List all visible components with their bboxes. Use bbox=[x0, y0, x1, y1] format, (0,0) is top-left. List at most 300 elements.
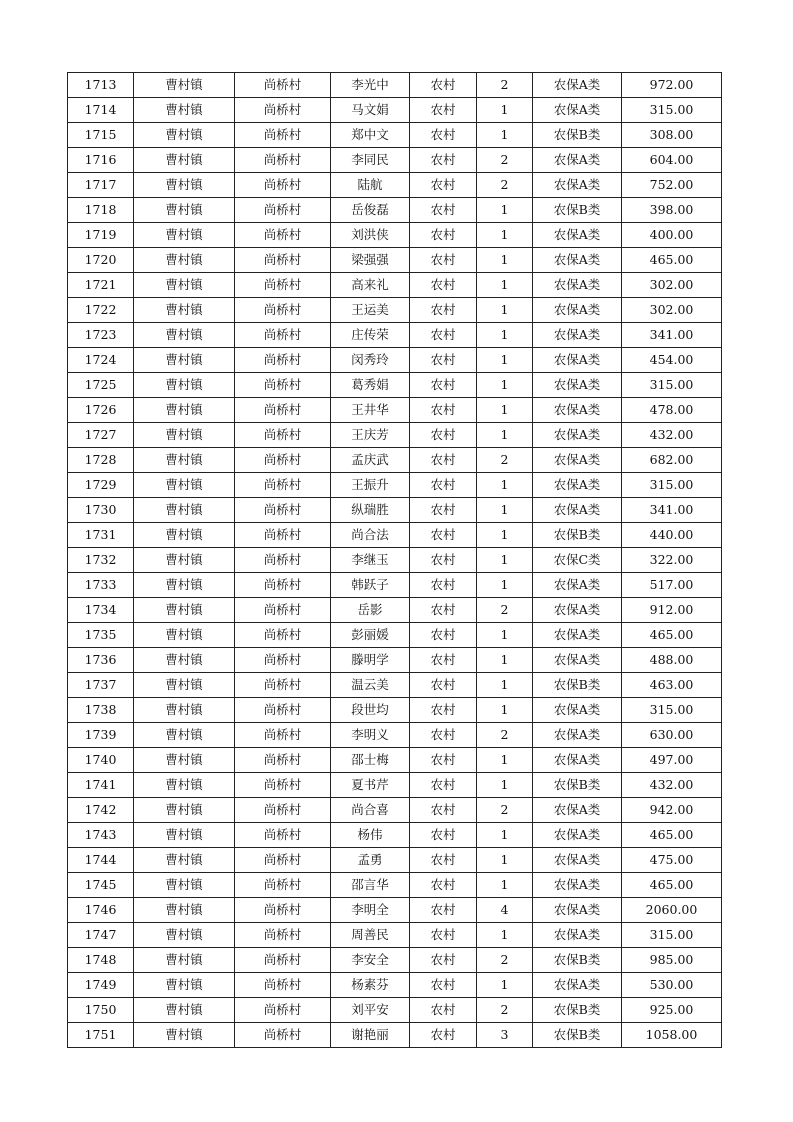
row-number-cell: 1740 bbox=[68, 748, 134, 773]
row-number-cell: 1726 bbox=[68, 398, 134, 423]
village-cell: 尚桥村 bbox=[235, 723, 331, 748]
household-size-cell: 1 bbox=[477, 823, 533, 848]
row-number-cell: 1747 bbox=[68, 923, 134, 948]
village-cell: 尚桥村 bbox=[235, 623, 331, 648]
town-cell: 曹村镇 bbox=[134, 323, 235, 348]
town-cell: 曹村镇 bbox=[134, 98, 235, 123]
village-cell: 尚桥村 bbox=[235, 123, 331, 148]
town-cell: 曹村镇 bbox=[134, 673, 235, 698]
residence-type-cell: 农村 bbox=[410, 873, 477, 898]
name-cell: 韩跃子 bbox=[331, 573, 410, 598]
town-cell: 曹村镇 bbox=[134, 998, 235, 1023]
name-cell: 王运美 bbox=[331, 298, 410, 323]
table-row bbox=[68, 748, 722, 773]
village-cell: 尚桥村 bbox=[235, 148, 331, 173]
table-row bbox=[68, 998, 722, 1023]
amount-cell: 400.00 bbox=[622, 223, 722, 248]
amount-cell: 488.00 bbox=[622, 648, 722, 673]
name-cell: 闵秀玲 bbox=[331, 348, 410, 373]
village-cell: 尚桥村 bbox=[235, 923, 331, 948]
amount-cell: 315.00 bbox=[622, 98, 722, 123]
row-number-cell: 1725 bbox=[68, 373, 134, 398]
residence-type-cell: 农村 bbox=[410, 898, 477, 923]
amount-cell: 315.00 bbox=[622, 373, 722, 398]
row-number-cell: 1737 bbox=[68, 673, 134, 698]
table-row bbox=[68, 573, 722, 598]
insurance-category-cell: 农保A类 bbox=[533, 148, 622, 173]
residence-type-cell: 农村 bbox=[410, 373, 477, 398]
town-cell: 曹村镇 bbox=[134, 498, 235, 523]
row-number-cell: 1723 bbox=[68, 323, 134, 348]
household-size-cell: 1 bbox=[477, 223, 533, 248]
insurance-category-cell: 农保A类 bbox=[533, 173, 622, 198]
row-number-cell: 1739 bbox=[68, 723, 134, 748]
village-cell: 尚桥村 bbox=[235, 73, 331, 98]
insurance-category-cell: 农保A类 bbox=[533, 823, 622, 848]
name-cell: 孟庆武 bbox=[331, 448, 410, 473]
insurance-category-cell: 农保A类 bbox=[533, 373, 622, 398]
town-cell: 曹村镇 bbox=[134, 548, 235, 573]
row-number-cell: 1735 bbox=[68, 623, 134, 648]
household-size-cell: 1 bbox=[477, 498, 533, 523]
residence-type-cell: 农村 bbox=[410, 673, 477, 698]
insurance-category-cell: 农保A类 bbox=[533, 873, 622, 898]
household-size-cell: 1 bbox=[477, 273, 533, 298]
row-number-cell: 1746 bbox=[68, 898, 134, 923]
name-cell: 周善民 bbox=[331, 923, 410, 948]
household-size-cell: 1 bbox=[477, 573, 533, 598]
name-cell: 尚合法 bbox=[331, 523, 410, 548]
village-cell: 尚桥村 bbox=[235, 873, 331, 898]
village-cell: 尚桥村 bbox=[235, 648, 331, 673]
allowance-table bbox=[67, 72, 722, 1048]
household-size-cell: 2 bbox=[477, 723, 533, 748]
amount-cell: 315.00 bbox=[622, 923, 722, 948]
amount-cell: 315.00 bbox=[622, 698, 722, 723]
row-number-cell: 1722 bbox=[68, 298, 134, 323]
name-cell: 尚合喜 bbox=[331, 798, 410, 823]
amount-cell: 925.00 bbox=[622, 998, 722, 1023]
residence-type-cell: 农村 bbox=[410, 148, 477, 173]
village-cell: 尚桥村 bbox=[235, 223, 331, 248]
name-cell: 岳俊磊 bbox=[331, 198, 410, 223]
insurance-category-cell: 农保A类 bbox=[533, 248, 622, 273]
residence-type-cell: 农村 bbox=[410, 198, 477, 223]
name-cell: 马文娟 bbox=[331, 98, 410, 123]
name-cell: 李明义 bbox=[331, 723, 410, 748]
residence-type-cell: 农村 bbox=[410, 948, 477, 973]
residence-type-cell: 农村 bbox=[410, 173, 477, 198]
name-cell: 王振升 bbox=[331, 473, 410, 498]
row-number-cell: 1734 bbox=[68, 598, 134, 623]
insurance-category-cell: 农保A类 bbox=[533, 923, 622, 948]
household-size-cell: 1 bbox=[477, 623, 533, 648]
residence-type-cell: 农村 bbox=[410, 223, 477, 248]
table-row bbox=[68, 298, 722, 323]
insurance-category-cell: 农保A类 bbox=[533, 448, 622, 473]
residence-type-cell: 农村 bbox=[410, 448, 477, 473]
residence-type-cell: 农村 bbox=[410, 648, 477, 673]
amount-cell: 315.00 bbox=[622, 473, 722, 498]
household-size-cell: 1 bbox=[477, 548, 533, 573]
row-number-cell: 1743 bbox=[68, 823, 134, 848]
table-row bbox=[68, 423, 722, 448]
amount-cell: 2060.00 bbox=[622, 898, 722, 923]
insurance-category-cell: 农保A类 bbox=[533, 98, 622, 123]
household-size-cell: 4 bbox=[477, 898, 533, 923]
row-number-cell: 1718 bbox=[68, 198, 134, 223]
row-number-cell: 1724 bbox=[68, 348, 134, 373]
village-cell: 尚桥村 bbox=[235, 823, 331, 848]
amount-cell: 497.00 bbox=[622, 748, 722, 773]
household-size-cell: 3 bbox=[477, 1023, 533, 1048]
town-cell: 曹村镇 bbox=[134, 223, 235, 248]
village-cell: 尚桥村 bbox=[235, 423, 331, 448]
amount-cell: 341.00 bbox=[622, 498, 722, 523]
amount-cell: 604.00 bbox=[622, 148, 722, 173]
row-number-cell: 1719 bbox=[68, 223, 134, 248]
table-row bbox=[68, 373, 722, 398]
household-size-cell: 1 bbox=[477, 398, 533, 423]
table-row bbox=[68, 898, 722, 923]
town-cell: 曹村镇 bbox=[134, 948, 235, 973]
household-size-cell: 1 bbox=[477, 423, 533, 448]
table-row bbox=[68, 398, 722, 423]
name-cell: 陆航 bbox=[331, 173, 410, 198]
household-size-cell: 2 bbox=[477, 948, 533, 973]
residence-type-cell: 农村 bbox=[410, 923, 477, 948]
insurance-category-cell: 农保A类 bbox=[533, 223, 622, 248]
town-cell: 曹村镇 bbox=[134, 73, 235, 98]
residence-type-cell: 农村 bbox=[410, 773, 477, 798]
amount-cell: 465.00 bbox=[622, 873, 722, 898]
residence-type-cell: 农村 bbox=[410, 748, 477, 773]
table-row bbox=[68, 598, 722, 623]
row-number-cell: 1742 bbox=[68, 798, 134, 823]
insurance-category-cell: 农保B类 bbox=[533, 1023, 622, 1048]
name-cell: 岳影 bbox=[331, 598, 410, 623]
residence-type-cell: 农村 bbox=[410, 323, 477, 348]
town-cell: 曹村镇 bbox=[134, 573, 235, 598]
insurance-category-cell: 农保A类 bbox=[533, 498, 622, 523]
town-cell: 曹村镇 bbox=[134, 523, 235, 548]
town-cell: 曹村镇 bbox=[134, 423, 235, 448]
residence-type-cell: 农村 bbox=[410, 598, 477, 623]
insurance-category-cell: 农保A类 bbox=[533, 748, 622, 773]
household-size-cell: 2 bbox=[477, 598, 533, 623]
residence-type-cell: 农村 bbox=[410, 73, 477, 98]
town-cell: 曹村镇 bbox=[134, 973, 235, 998]
town-cell: 曹村镇 bbox=[134, 123, 235, 148]
residence-type-cell: 农村 bbox=[410, 423, 477, 448]
village-cell: 尚桥村 bbox=[235, 998, 331, 1023]
household-size-cell: 2 bbox=[477, 798, 533, 823]
name-cell: 李继玉 bbox=[331, 548, 410, 573]
table-row bbox=[68, 1023, 722, 1048]
village-cell: 尚桥村 bbox=[235, 948, 331, 973]
village-cell: 尚桥村 bbox=[235, 98, 331, 123]
town-cell: 曹村镇 bbox=[134, 773, 235, 798]
town-cell: 曹村镇 bbox=[134, 173, 235, 198]
household-size-cell: 2 bbox=[477, 448, 533, 473]
row-number-cell: 1713 bbox=[68, 73, 134, 98]
amount-cell: 465.00 bbox=[622, 823, 722, 848]
village-cell: 尚桥村 bbox=[235, 323, 331, 348]
village-cell: 尚桥村 bbox=[235, 848, 331, 873]
name-cell: 夏书芹 bbox=[331, 773, 410, 798]
town-cell: 曹村镇 bbox=[134, 148, 235, 173]
insurance-category-cell: 农保A类 bbox=[533, 723, 622, 748]
residence-type-cell: 农村 bbox=[410, 573, 477, 598]
household-size-cell: 1 bbox=[477, 198, 533, 223]
table-row bbox=[68, 648, 722, 673]
row-number-cell: 1730 bbox=[68, 498, 134, 523]
name-cell: 邵言华 bbox=[331, 873, 410, 898]
household-size-cell: 2 bbox=[477, 73, 533, 98]
table-row bbox=[68, 323, 722, 348]
insurance-category-cell: 农保A类 bbox=[533, 648, 622, 673]
table-row bbox=[68, 73, 722, 98]
amount-cell: 432.00 bbox=[622, 773, 722, 798]
residence-type-cell: 农村 bbox=[410, 998, 477, 1023]
household-size-cell: 1 bbox=[477, 98, 533, 123]
town-cell: 曹村镇 bbox=[134, 198, 235, 223]
insurance-category-cell: 农保B类 bbox=[533, 673, 622, 698]
town-cell: 曹村镇 bbox=[134, 748, 235, 773]
amount-cell: 398.00 bbox=[622, 198, 722, 223]
name-cell: 王庆芳 bbox=[331, 423, 410, 448]
town-cell: 曹村镇 bbox=[134, 798, 235, 823]
household-size-cell: 1 bbox=[477, 698, 533, 723]
village-cell: 尚桥村 bbox=[235, 523, 331, 548]
town-cell: 曹村镇 bbox=[134, 623, 235, 648]
table-row bbox=[68, 123, 722, 148]
town-cell: 曹村镇 bbox=[134, 1023, 235, 1048]
household-size-cell: 2 bbox=[477, 148, 533, 173]
table-row bbox=[68, 173, 722, 198]
name-cell: 段世均 bbox=[331, 698, 410, 723]
household-size-cell: 1 bbox=[477, 973, 533, 998]
town-cell: 曹村镇 bbox=[134, 873, 235, 898]
insurance-category-cell: 农保A类 bbox=[533, 348, 622, 373]
village-cell: 尚桥村 bbox=[235, 898, 331, 923]
village-cell: 尚桥村 bbox=[235, 973, 331, 998]
amount-cell: 432.00 bbox=[622, 423, 722, 448]
name-cell: 温云美 bbox=[331, 673, 410, 698]
table-row bbox=[68, 773, 722, 798]
row-number-cell: 1736 bbox=[68, 648, 134, 673]
residence-type-cell: 农村 bbox=[410, 548, 477, 573]
town-cell: 曹村镇 bbox=[134, 598, 235, 623]
row-number-cell: 1714 bbox=[68, 98, 134, 123]
household-size-cell: 1 bbox=[477, 673, 533, 698]
table-row bbox=[68, 823, 722, 848]
household-size-cell: 1 bbox=[477, 373, 533, 398]
village-cell: 尚桥村 bbox=[235, 248, 331, 273]
residence-type-cell: 农村 bbox=[410, 98, 477, 123]
residence-type-cell: 农村 bbox=[410, 298, 477, 323]
row-number-cell: 1729 bbox=[68, 473, 134, 498]
row-number-cell: 1716 bbox=[68, 148, 134, 173]
name-cell: 李光中 bbox=[331, 73, 410, 98]
amount-cell: 478.00 bbox=[622, 398, 722, 423]
residence-type-cell: 农村 bbox=[410, 698, 477, 723]
table-row bbox=[68, 948, 722, 973]
residence-type-cell: 农村 bbox=[410, 798, 477, 823]
insurance-category-cell: 农保B类 bbox=[533, 198, 622, 223]
insurance-category-cell: 农保A类 bbox=[533, 698, 622, 723]
table-row bbox=[68, 98, 722, 123]
village-cell: 尚桥村 bbox=[235, 1023, 331, 1048]
residence-type-cell: 农村 bbox=[410, 248, 477, 273]
household-size-cell: 1 bbox=[477, 848, 533, 873]
household-size-cell: 1 bbox=[477, 248, 533, 273]
town-cell: 曹村镇 bbox=[134, 898, 235, 923]
insurance-category-cell: 农保A类 bbox=[533, 573, 622, 598]
insurance-category-cell: 农保A类 bbox=[533, 323, 622, 348]
insurance-category-cell: 农保A类 bbox=[533, 298, 622, 323]
amount-cell: 682.00 bbox=[622, 448, 722, 473]
insurance-category-cell: 农保A类 bbox=[533, 473, 622, 498]
town-cell: 曹村镇 bbox=[134, 348, 235, 373]
name-cell: 孟勇 bbox=[331, 848, 410, 873]
name-cell: 杨伟 bbox=[331, 823, 410, 848]
name-cell: 彭丽媛 bbox=[331, 623, 410, 648]
village-cell: 尚桥村 bbox=[235, 398, 331, 423]
amount-cell: 302.00 bbox=[622, 273, 722, 298]
table-row bbox=[68, 698, 722, 723]
row-number-cell: 1732 bbox=[68, 548, 134, 573]
residence-type-cell: 农村 bbox=[410, 473, 477, 498]
residence-type-cell: 农村 bbox=[410, 348, 477, 373]
household-size-cell: 1 bbox=[477, 123, 533, 148]
village-cell: 尚桥村 bbox=[235, 173, 331, 198]
insurance-category-cell: 农保A类 bbox=[533, 848, 622, 873]
town-cell: 曹村镇 bbox=[134, 373, 235, 398]
name-cell: 高来礼 bbox=[331, 273, 410, 298]
amount-cell: 1058.00 bbox=[622, 1023, 722, 1048]
name-cell: 庄传荣 bbox=[331, 323, 410, 348]
village-cell: 尚桥村 bbox=[235, 773, 331, 798]
row-number-cell: 1745 bbox=[68, 873, 134, 898]
village-cell: 尚桥村 bbox=[235, 273, 331, 298]
household-size-cell: 1 bbox=[477, 873, 533, 898]
row-number-cell: 1731 bbox=[68, 523, 134, 548]
table-row bbox=[68, 548, 722, 573]
household-size-cell: 1 bbox=[477, 773, 533, 798]
town-cell: 曹村镇 bbox=[134, 298, 235, 323]
row-number-cell: 1721 bbox=[68, 273, 134, 298]
amount-cell: 454.00 bbox=[622, 348, 722, 373]
table-row bbox=[68, 873, 722, 898]
household-size-cell: 1 bbox=[477, 648, 533, 673]
amount-cell: 465.00 bbox=[622, 623, 722, 648]
table-row bbox=[68, 498, 722, 523]
insurance-category-cell: 农保C类 bbox=[533, 548, 622, 573]
name-cell: 李安全 bbox=[331, 948, 410, 973]
amount-cell: 630.00 bbox=[622, 723, 722, 748]
table-row bbox=[68, 223, 722, 248]
residence-type-cell: 农村 bbox=[410, 848, 477, 873]
residence-type-cell: 农村 bbox=[410, 123, 477, 148]
row-number-cell: 1738 bbox=[68, 698, 134, 723]
table-body bbox=[68, 73, 722, 1048]
town-cell: 曹村镇 bbox=[134, 823, 235, 848]
row-number-cell: 1728 bbox=[68, 448, 134, 473]
residence-type-cell: 农村 bbox=[410, 1023, 477, 1048]
table-row bbox=[68, 148, 722, 173]
household-size-cell: 1 bbox=[477, 473, 533, 498]
row-number-cell: 1750 bbox=[68, 998, 134, 1023]
amount-cell: 972.00 bbox=[622, 73, 722, 98]
village-cell: 尚桥村 bbox=[235, 373, 331, 398]
amount-cell: 752.00 bbox=[622, 173, 722, 198]
table-row bbox=[68, 798, 722, 823]
amount-cell: 440.00 bbox=[622, 523, 722, 548]
insurance-category-cell: 农保B类 bbox=[533, 123, 622, 148]
town-cell: 曹村镇 bbox=[134, 398, 235, 423]
amount-cell: 912.00 bbox=[622, 598, 722, 623]
insurance-category-cell: 农保A类 bbox=[533, 973, 622, 998]
insurance-category-cell: 农保A类 bbox=[533, 73, 622, 98]
table-row bbox=[68, 623, 722, 648]
village-cell: 尚桥村 bbox=[235, 598, 331, 623]
village-cell: 尚桥村 bbox=[235, 348, 331, 373]
insurance-category-cell: 农保A类 bbox=[533, 423, 622, 448]
village-cell: 尚桥村 bbox=[235, 448, 331, 473]
residence-type-cell: 农村 bbox=[410, 823, 477, 848]
name-cell: 郑中文 bbox=[331, 123, 410, 148]
row-number-cell: 1744 bbox=[68, 848, 134, 873]
amount-cell: 463.00 bbox=[622, 673, 722, 698]
row-number-cell: 1748 bbox=[68, 948, 134, 973]
village-cell: 尚桥村 bbox=[235, 498, 331, 523]
village-cell: 尚桥村 bbox=[235, 473, 331, 498]
row-number-cell: 1741 bbox=[68, 773, 134, 798]
household-size-cell: 1 bbox=[477, 323, 533, 348]
amount-cell: 465.00 bbox=[622, 248, 722, 273]
town-cell: 曹村镇 bbox=[134, 473, 235, 498]
name-cell: 刘平安 bbox=[331, 998, 410, 1023]
amount-cell: 942.00 bbox=[622, 798, 722, 823]
row-number-cell: 1727 bbox=[68, 423, 134, 448]
table-row bbox=[68, 848, 722, 873]
table-row bbox=[68, 248, 722, 273]
village-cell: 尚桥村 bbox=[235, 798, 331, 823]
name-cell: 纵瑞胜 bbox=[331, 498, 410, 523]
name-cell: 葛秀娟 bbox=[331, 373, 410, 398]
name-cell: 邵士梅 bbox=[331, 748, 410, 773]
table-row bbox=[68, 923, 722, 948]
amount-cell: 517.00 bbox=[622, 573, 722, 598]
row-number-cell: 1733 bbox=[68, 573, 134, 598]
row-number-cell: 1751 bbox=[68, 1023, 134, 1048]
amount-cell: 985.00 bbox=[622, 948, 722, 973]
household-size-cell: 2 bbox=[477, 998, 533, 1023]
name-cell: 刘洪侠 bbox=[331, 223, 410, 248]
name-cell: 梁强强 bbox=[331, 248, 410, 273]
residence-type-cell: 农村 bbox=[410, 498, 477, 523]
amount-cell: 475.00 bbox=[622, 848, 722, 873]
amount-cell: 341.00 bbox=[622, 323, 722, 348]
village-cell: 尚桥村 bbox=[235, 298, 331, 323]
household-size-cell: 2 bbox=[477, 173, 533, 198]
town-cell: 曹村镇 bbox=[134, 273, 235, 298]
row-number-cell: 1717 bbox=[68, 173, 134, 198]
town-cell: 曹村镇 bbox=[134, 698, 235, 723]
insurance-category-cell: 农保A类 bbox=[533, 273, 622, 298]
village-cell: 尚桥村 bbox=[235, 548, 331, 573]
